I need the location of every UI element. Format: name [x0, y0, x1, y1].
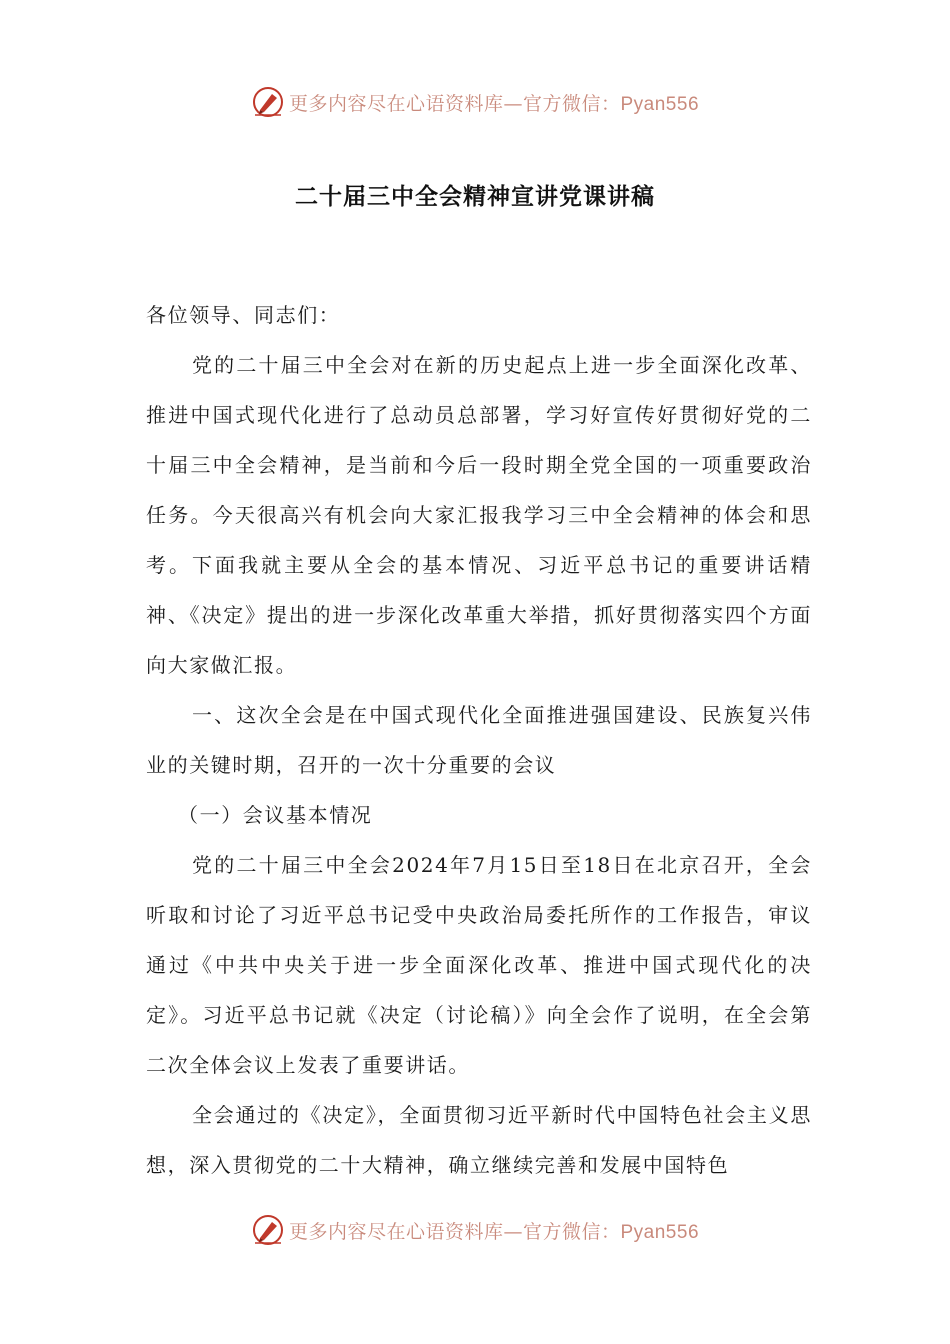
pen-nib-logo-icon — [251, 85, 285, 119]
body-paragraph: 党的二十届三中全会2024年7月15日至18日在北京召开，全会听取和讨论了习近平总书记受中央政治局委托所作的工作报告，审议通过《中共中央关于进一步全面深化改革、推进中国式现代化的决定》。习近平总书记就《决定（讨论稿）》向全会作了说明，在全会第二次全体会议上发表了重要讲话。 — [146, 853, 812, 1077]
salutation: 各位领导、同志们： — [146, 303, 341, 327]
document-body — [146, 290, 812, 1190]
body-paragraph: 全会通过的《决定》，全面贯彻习近平新时代中国特色社会主义思想，深入贯彻党的二十大精神，确立继续完善和发展中国特色 — [146, 1103, 812, 1177]
document-title: 二十届三中全会精神宣讲党课讲稿 — [295, 184, 655, 210]
wechat-id: Pyan556 — [620, 93, 700, 115]
intro-paragraph: 党的二十届三中全会对在新的历史起点上进一步全面深化改革、推进中国式现代化进行了总动员总部署，学习好宣传好贯彻好党的二十届三中全会精神，是当前和今后一段时期全党全国的一项重要政治任务。今天很高兴有机会向大家汇报我学习三中全会精神的体会和思考。下面我就主要从全会的基本情况、习近平总书记的重要讲话精神、《决定》提出的进一步深化改革重大举措，抓好贯彻落实四个方面向大家做汇报。 — [146, 353, 812, 677]
banner-text: 更多内容尽在心语资料库—官方微信：Pyan556 — [288, 1220, 700, 1243]
pen-nib-logo-icon — [251, 1213, 285, 1247]
footer-banner — [0, 1210, 950, 1250]
section-heading: 一、这次全会是在中国式现代化全面推进强国建设、民族复兴伟业的关键时期，召开的一次十分重要的会议 — [146, 703, 812, 777]
banner-text: 更多内容尽在心语资料库—官方微信：Pyan556 — [288, 92, 700, 115]
header-banner — [0, 82, 950, 122]
wechat-id: Pyan556 — [620, 1221, 700, 1243]
subsection-heading: （一）会议基本情况 — [178, 803, 373, 827]
